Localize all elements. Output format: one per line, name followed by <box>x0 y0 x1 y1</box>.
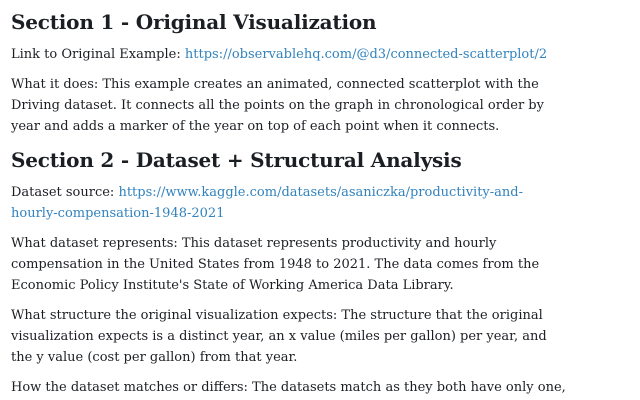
dataset-represents-line: What dataset represents: This dataset represents productivity and hourly <box>11 236 497 251</box>
dataset-represents-line: Economic Policy Institute's State of Working America Data Library. <box>11 278 454 293</box>
expected-structure-line: What structure the original visualization expects: The structure that the original <box>11 308 543 323</box>
what-it-does-line: year and adds a marker of the year on top of each point when it connects. <box>11 119 500 134</box>
what-it-does-line: Driving dataset. It connects all the points on the graph in chronological order by <box>11 98 544 113</box>
dataset-source-link-continued[interactable]: hourly-compensation-1948-2021 <box>11 206 225 221</box>
dataset-represents-paragraph <box>11 233 629 296</box>
expected-structure-paragraph <box>11 305 629 368</box>
dataset-source-paragraph <box>11 182 629 224</box>
dataset-matches-paragraph <box>11 377 629 398</box>
dataset-source-label: Dataset source: <box>11 185 119 200</box>
what-it-does-line: What it does: This example creates an animated, connected scatterplot with the <box>11 77 539 92</box>
expected-structure-line: the y value (cost per gallon) from that year. <box>11 350 298 365</box>
section-1-heading: Section 1 - Original Visualization <box>11 10 377 34</box>
dataset-source-line <box>11 182 629 203</box>
dataset-source-link[interactable]: https://www.kaggle.com/datasets/asaniczka/productivity-and- <box>118 185 523 200</box>
section-2-heading: Section 2 - Dataset + Structural Analysis <box>11 148 462 172</box>
original-example-link[interactable]: https://observablehq.com/@d3/connected-scatterplot/2 <box>184 47 548 62</box>
dataset-source-line <box>11 203 629 224</box>
dataset-represents-line: compensation in the United States from 1948 to 2021. The data comes from the <box>11 257 540 272</box>
expected-structure-line: visualization expects is a distinct year, an x value (miles per gallon) per year, and <box>11 329 547 344</box>
original-example-link-paragraph <box>11 44 629 65</box>
what-it-does-paragraph <box>11 74 629 137</box>
original-example-link-label: Link to Original Example: <box>11 47 185 62</box>
dataset-matches-line: How the dataset matches or differs: The datasets match as they both have only one, <box>11 380 566 395</box>
